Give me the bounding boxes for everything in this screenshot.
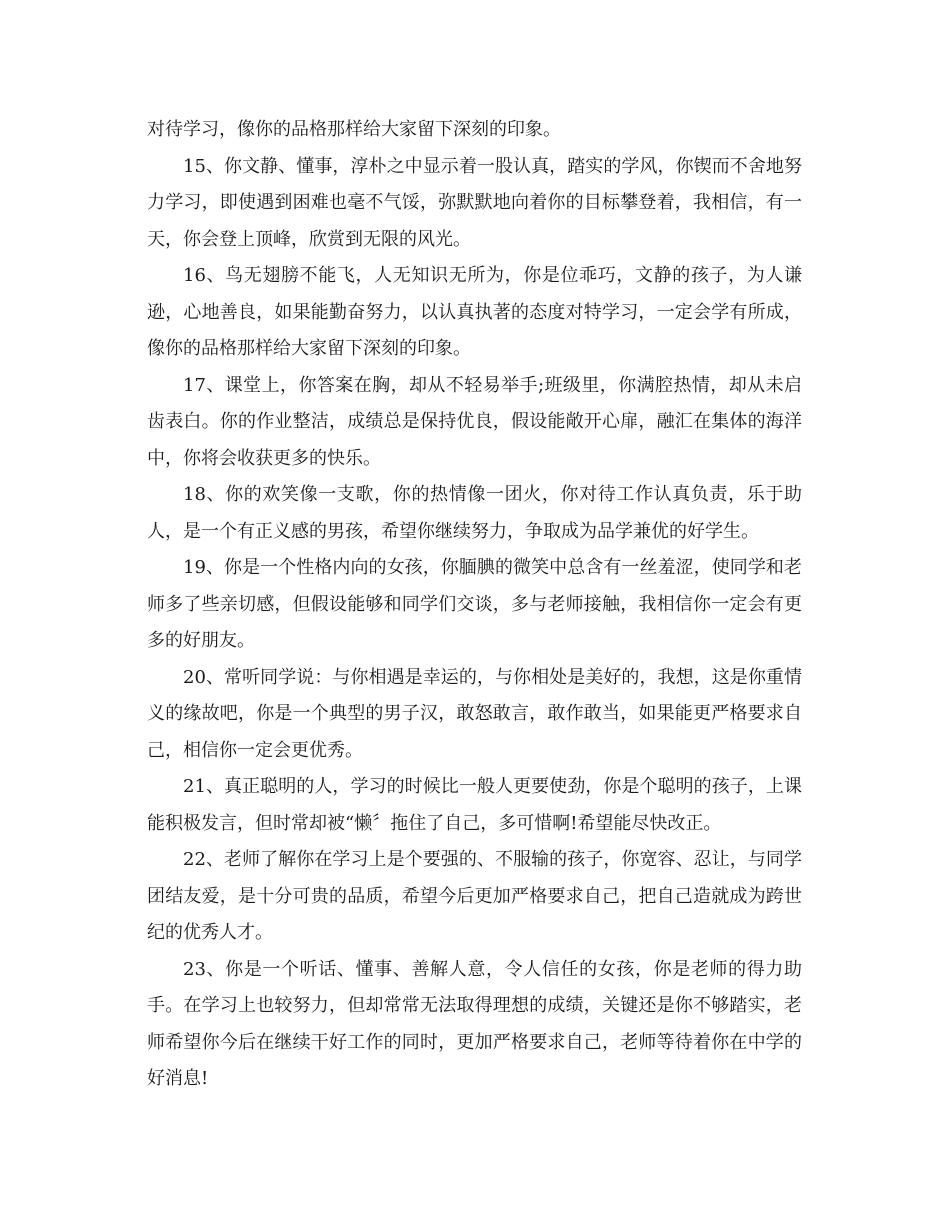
paragraph-21: 21、真正聪明的人，学习的时候比一般人更要使劲，你是个聪明的孩子，上课能积极发言，但时常却被“懒〞拖住了自己，多可惜啊!希望能尽快改正。 <box>147 776 802 834</box>
paragraph-20: 20、常听同学说：与你相遇是幸运的，与你相处是美好的，我想，这是你重情义的缘故吧，你是一个典型的男子汉，敢怒敢言，敢作敢当，如果能更严格要求自己，相信你一定会更优秀。 <box>147 666 802 761</box>
paragraph-continuation: 对待学习，像你的品格那样给大家留下深刻的印象。 <box>147 119 561 140</box>
paragraph-23: 23、你是一个听话、懂事、善解人意，令人信任的女孩，你是老师的得力助手。在学习上也较努力，但却常常无法取得理想的成绩，关键还是你不够踏实，老师希望你今后在继续干好工作的同时，更加严格要求自己，老师等待着你在中学的好消息! <box>147 958 802 1089</box>
paragraph-22: 22、老师了解你在学习上是个要强的、不服输的孩子，你宽容、忍让，与同学团结友爱，是十分可贵的品质，希望今后更加严格要求自己，把自己造就成为跨世纪的优秀人才。 <box>147 849 802 943</box>
paragraph-15: 15、你文静、懂事，淳朴之中显示着一股认真，踏实的学风，你锲而不舍地努力学习，即使遇到困难也毫不气馁，弥默默地向着你的目标攀登着，我相信，有一天，你会登上顶峰，欣赏到无限的风光。 <box>147 155 802 250</box>
paragraph-17: 17、课堂上，你答案在胸，却从不轻易举手;班级里，你满腔热情，却从未启齿表白。你的作业整洁，成绩总是保持优良，假设能敞开心扉，融汇在集体的海洋中，你将会收获更多的快乐。 <box>147 374 802 469</box>
document-body <box>147 112 802 1098</box>
paragraph-16: 16、鸟无翅膀不能飞，人无知识无所为，你是位乖巧，文静的孩子，为人谦逊，心地善良，如果能勤奋努力，以认真执著的态度对特学习，一定会学有所成，像你的品格那样给大家留下深刻的印象。 <box>147 265 802 359</box>
paragraph-18: 18、你的欢笑像一支歌，你的热情像一团火，你对待工作认真负责，乐于助人，是一个有正义感的男孩，希望你继续努力，争取成为品学兼优的好学生。 <box>147 484 802 542</box>
paragraph-19: 19、你是一个性格内向的女孩，你腼腆的微笑中总含有一丝羞涩，使同学和老师多了些亲切感，但假设能够和同学们交谈，多与老师接触，我相信你一定会有更多的好朋友。 <box>147 557 802 651</box>
